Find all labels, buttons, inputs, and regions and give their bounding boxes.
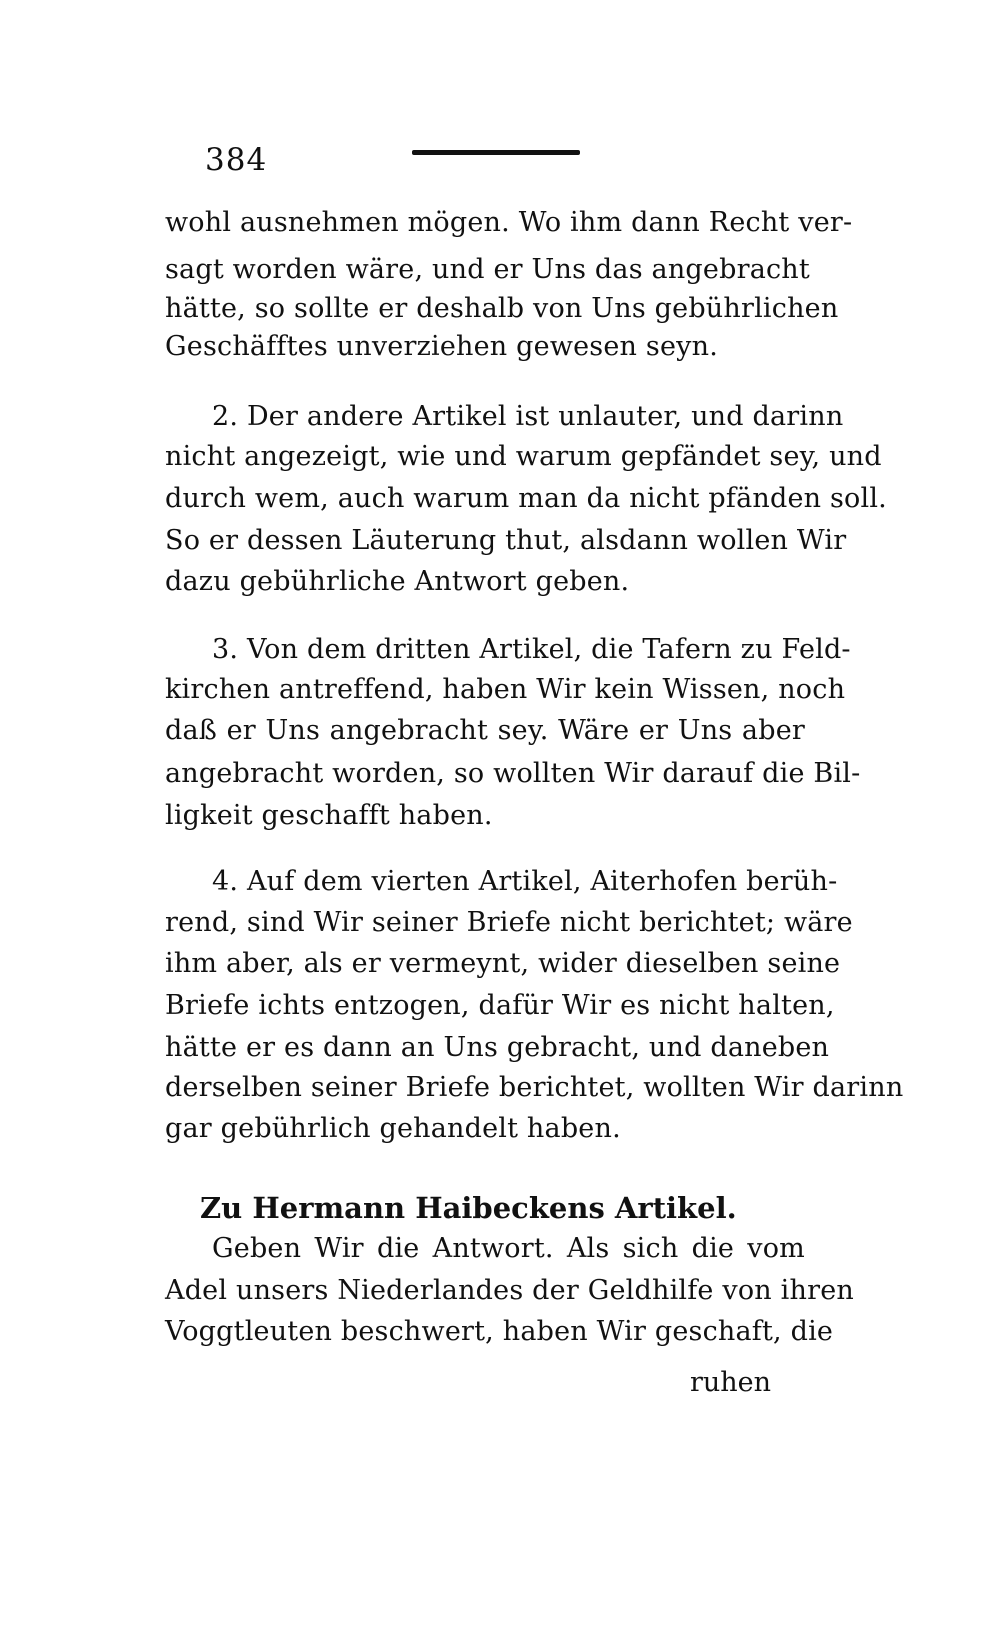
text-line: Geschäfftes unverziehen gewesen seyn. bbox=[165, 331, 718, 362]
text-line: daß er Uns angebracht sey. Wäre er Uns aber bbox=[165, 715, 805, 746]
text-line: angebracht worden, so wollten Wir darauf die Bil- bbox=[165, 758, 861, 789]
text-line: rend, sind Wir seiner Briefe nicht berichtet; wäre bbox=[165, 907, 853, 938]
text-line: Briefe ichts entzogen, dafür Wir es nicht halten, bbox=[165, 990, 835, 1021]
text-line: hätte, so sollte er deshalb von Uns gebührlichen bbox=[165, 293, 839, 324]
text-line: ihm aber, als er vermeynt, wider dieselben seine bbox=[165, 948, 841, 979]
text-line: Adel unsers Niederlandes der Geldhilfe von ihren bbox=[165, 1275, 854, 1306]
catchword: ruhen bbox=[690, 1367, 772, 1398]
header-rule bbox=[412, 150, 580, 155]
text-line: Voggtleuten beschwert, haben Wir geschaft, die bbox=[165, 1316, 834, 1347]
page-number: 384 bbox=[205, 142, 268, 178]
text-line: dazu gebührliche Antwort geben. bbox=[165, 566, 630, 597]
text-line: derselben seiner Briefe berichtet, wollten Wir darinn bbox=[165, 1072, 904, 1103]
text-line: hätte er es dann an Uns gebracht, und daneben bbox=[165, 1032, 830, 1063]
text-line: ligkeit geschafft haben. bbox=[165, 800, 493, 831]
text-line: gar gebührlich gehandelt haben. bbox=[165, 1113, 621, 1144]
text-line: So er dessen Läuterung thut, alsdann wollen Wir bbox=[165, 525, 847, 556]
text-line: kirchen antreffend, haben Wir kein Wissen, noch bbox=[165, 674, 846, 705]
text-line: nicht angezeigt, wie und warum gepfändet sey, und bbox=[165, 441, 882, 472]
text-line: 3. Von dem dritten Artikel, die Tafern zu Feld- bbox=[212, 634, 851, 665]
text-line: durch wem, auch warum man da nicht pfänden soll. bbox=[165, 483, 887, 514]
text-line: 2. Der andere Artikel ist unlauter, und darinn bbox=[212, 401, 844, 432]
text-line: sagt worden wäre, und er Uns das angebracht bbox=[165, 254, 810, 285]
text-line: 4. Auf dem vierten Artikel, Aiterhofen berüh- bbox=[212, 866, 838, 897]
text-line: Geben Wir die Antwort. Als sich die vom bbox=[212, 1233, 805, 1264]
section-heading: Zu Hermann Haibeckens Artikel. bbox=[200, 1191, 737, 1225]
text-line: wohl ausnehmen mögen. Wo ihm dann Recht ver- bbox=[165, 207, 853, 238]
